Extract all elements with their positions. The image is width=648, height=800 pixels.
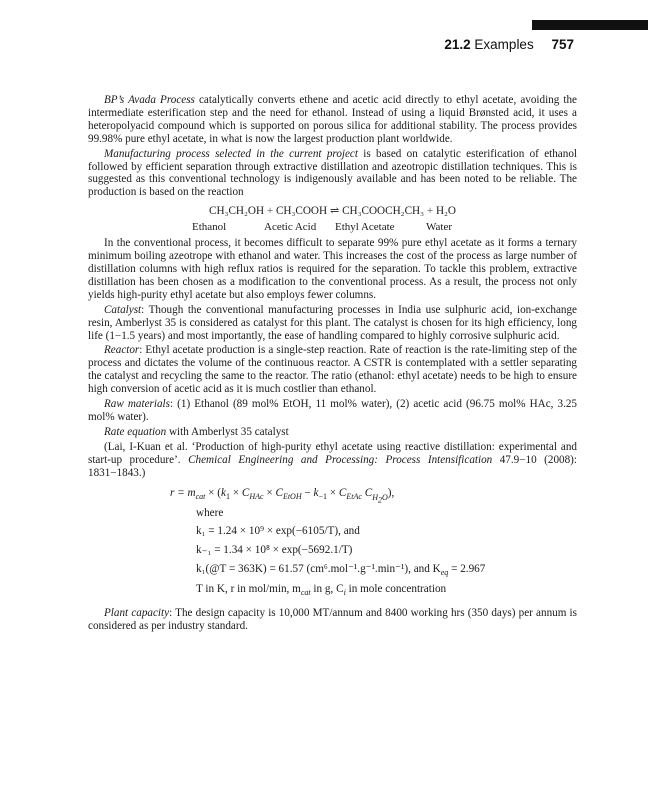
reaction-equation	[88, 205, 577, 218]
reactor-text: : Ethyl acetate production is a single-step reaction. Rate of reaction is the rate-limiting step of the process and dictates the volume of the continuous reactor. A CSTR is contemplated with a settler separating the catalyst and recycling the same to the reactor. The ratio (ethanol: ethyl acetate) needs to be high to ensure high conversion of acetic acid as it is much costlier than ethanol.	[88, 344, 577, 396]
capacity-lead: Plant capacity	[104, 607, 170, 620]
mfg-lead: Manufacturing process selected in the current project	[104, 147, 358, 160]
bp-lead: BP’s Avada Process	[104, 94, 195, 106]
label-ethanol: Ethanol	[192, 221, 227, 234]
paragraph-manufacturing	[88, 148, 577, 200]
label-water: Water	[426, 221, 452, 234]
paragraph-conventional: In the conventional process, it becomes difficult to separate 99% pure ethyl acetate as it forms a ternary minimum boiling azeotrope with ethanol and water. This increases the cost of the process as large number of distillation columns with high reflux ratios is required for the separation. To tackle this problem, extractive distillation has been chosen as a modification to the conventional process. As a result, the process not only yields high-purity ethyl acetate but also employs fewer columns.	[88, 237, 577, 301]
page-number: 757	[551, 37, 574, 52]
eq-water: H₂O	[435, 205, 456, 218]
page-body	[88, 94, 577, 633]
rate-expression: $r = m_{cat} \times (k_1 \times C_{HAc} \times C_{EtOH} - k_{-1} \times C_{EtAc}$ $C_{H_2O}$),	[170, 487, 395, 505]
raw-text: : (1) Ethanol (89 mol% EtOH, 11 mol% water), (2) acetic acid (96.75 mol% HAc, 3.25 mol% water).	[88, 398, 577, 423]
header-bar	[532, 20, 648, 30]
section-number: 21.2	[444, 37, 471, 52]
reference-text: (Lai, I-Kuan et al. ‘Production of high-purity ethyl acetate using reactive distillation: experimental and start-up procedure’.	[88, 440, 577, 466]
units-line: T in K, r in mol/min, $m_{cat}$ in g, $C_i$ in mole concentration	[196, 583, 447, 598]
raw-lead: Raw materials	[104, 398, 170, 411]
section-label	[444, 37, 533, 52]
bp-text: catalytically converts ethene and acetic acid directly to ethyl acetate, avoiding the intermediate esterification step and the need for ethanol. Instead of using a liquid Brønsted acid, it uses a heteropolyacid compound which is supported on porous silica for additional stability. The process provides 99.98% pure ethyl acetate, in what is now the largest production plant worldwide.	[88, 94, 577, 145]
reference-volume: 47.9−10 (2008): 1831−1843.)	[88, 453, 577, 479]
rate-equations	[88, 485, 577, 605]
rate-text: with Amberlyst 35 catalyst	[166, 425, 289, 438]
catalyst-lead: Catalyst	[104, 303, 142, 316]
label-acetic: Acetic Acid	[264, 221, 317, 234]
paragraph-catalyst	[88, 304, 577, 343]
rate-lead: Rate equation	[104, 425, 167, 438]
reaction-labels	[88, 221, 577, 235]
where-label: where	[196, 507, 224, 520]
rate-eq-start: r = m	[170, 487, 196, 500]
units-tail: in g, C	[310, 583, 344, 596]
units-end: in mole concentration	[345, 583, 447, 596]
catalyst-text: : Though the conventional manufacturing processes in India use sulphuric acid, ion-exchange resin, Amberlyst 35 is considered as catalyst for this plant. The catalyst is chosen for its high efficiency, long life (1−1.5 years) and most importantly, the ease of handling compared to highly corrosive sulphuric acid.	[88, 303, 577, 342]
k1-at-363: k₁(@T = 363K) = 61.57 (cm⁶.mol⁻¹.g⁻¹.min⁻¹), and $K_{eq} = 2.967$	[196, 563, 486, 578]
k-1-equation: k₋₁ = 1.34 × 10⁸ × exp(−5692.1/T)	[196, 544, 353, 557]
eq-plus1: +	[266, 205, 274, 218]
units-text: T in K, r in mol/min, m	[196, 583, 301, 596]
eq-ethanol: CH₃CH₂OH	[209, 205, 265, 218]
reference-journal: Chemical Engineering and Processing: Process Intensification	[188, 453, 493, 466]
paragraph-raw-materials	[88, 398, 577, 424]
eq-acetate: CH₃COOCH₂CH₃	[342, 205, 425, 218]
paragraph-bp	[88, 94, 577, 146]
eq-acetic: CH₃COOH	[275, 205, 328, 218]
eq-arrow: ⇌	[329, 205, 340, 218]
paragraph-capacity	[88, 607, 577, 633]
k1-equation: k₁ = 1.24 × 10⁹ × exp(−6105/T), and	[196, 525, 360, 538]
keq-value: = 2.967	[448, 563, 486, 576]
section-word: Examples	[474, 37, 534, 52]
label-acetate: Ethyl Acetate	[335, 221, 395, 234]
paragraph-reactor	[88, 344, 577, 396]
reactor-lead: Reactor	[104, 344, 140, 357]
k1-at-text: k₁(@T = 363K) = 61.57 (cm⁶.mol⁻¹.g⁻¹.min⁻¹), and K	[196, 563, 441, 576]
mfg-text: is based on catalytic esterification of ethanol followed by efficient separation through extractive distillation and azeotropic distillation techniques. This is suggested as this conventional technology is indigenously available and has been noted to be reliable. The production is based on the reaction	[88, 147, 577, 199]
paragraph-rate	[88, 426, 577, 439]
capacity-text: : The design capacity is 10,000 MT/annum and 8400 working hrs (350 days) per annum is considered as per industry standard.	[88, 607, 577, 633]
eq-plus2: +	[426, 205, 434, 218]
running-header	[444, 37, 574, 52]
paragraph-reference	[88, 441, 577, 480]
